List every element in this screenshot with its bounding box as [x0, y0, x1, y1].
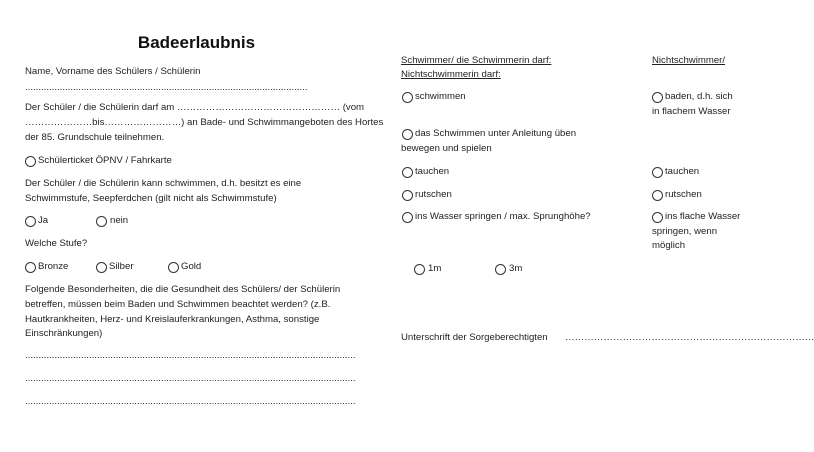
- swim-ability-line-1: Der Schüler / die Schülerin kann schwimmen, d.h. besitzt es eine: [25, 178, 302, 189]
- silber-label: Silber: [109, 261, 134, 272]
- height-3m-label: 3m: [509, 263, 523, 274]
- permit-text-line-1: Der Schüler / die Schülerin darf am …………………………………………… (vom: [25, 102, 365, 113]
- page-title: Badeerlaubnis: [137, 33, 256, 52]
- baden-label-line-2: in flachem Wasser: [652, 106, 731, 117]
- tauchen-nonswimmer-label: tauchen: [665, 166, 700, 177]
- ticket-label: Schülerticket ÖPNV / Fahrkarte: [38, 155, 172, 166]
- health-answer-line-1[interactable]: ............................................................................................................................: [25, 350, 356, 361]
- name-field-line[interactable]: ..........................................................................................................: [25, 82, 308, 93]
- health-text-line-2: betreffen, müssen beim Baden und Schwimmen beachtet werden? (z.B.: [25, 299, 331, 310]
- anleitung-label-line-2: bewegen und spielen: [401, 143, 492, 154]
- schwimmen-radio[interactable]: [402, 92, 413, 103]
- swimmer-header-line-2: Nichtschwimmerin darf:: [401, 69, 501, 80]
- signature-line[interactable]: ……………………………………………………………………: [565, 332, 814, 343]
- anleitung-label-line-1: das Schwimmen unter Anleitung üben: [415, 128, 577, 139]
- height-1m-radio[interactable]: [414, 264, 425, 275]
- permit-text-line-2: …………………bis……………………) an Bade- und Schwimmangeboten des Hortes: [25, 117, 384, 128]
- name-label: Name, Vorname des Schülers / Schülerin: [25, 66, 201, 77]
- swimmer-header-line-1: Schwimmer/ die Schwimmerin darf:: [401, 55, 552, 66]
- health-text-line-4: Einschränkungen): [25, 328, 103, 339]
- no-label: nein: [110, 215, 129, 226]
- nonswimmer-header: Nichtschwimmer/: [652, 55, 726, 66]
- silber-radio[interactable]: [96, 262, 107, 273]
- signature-label: Unterschrift der Sorgeberechtigten: [401, 332, 548, 343]
- health-text-line-1: Folgende Besonderheiten, die die Gesundheit des Schülers/ der Schülerin: [25, 284, 341, 295]
- flache-springen-label-line-1: ins flache Wasser: [665, 211, 741, 222]
- springen-label: ins Wasser springen / max. Sprunghöhe?: [415, 211, 591, 222]
- yes-radio[interactable]: [25, 216, 36, 227]
- permit-text-line-3: der 85. Grundschule teilnehmen.: [25, 132, 165, 143]
- level-question: Welche Stufe?: [25, 238, 88, 249]
- springen-radio[interactable]: [402, 212, 413, 223]
- health-answer-line-3[interactable]: ............................................................................................................................: [25, 396, 356, 407]
- bronze-radio[interactable]: [25, 262, 36, 273]
- anleitung-radio[interactable]: [402, 129, 413, 140]
- tauchen-radio[interactable]: [402, 167, 413, 178]
- flache-springen-label-line-2: springen, wenn: [652, 226, 718, 237]
- flache-springen-radio[interactable]: [652, 212, 663, 223]
- rutschen-nonswimmer-label: rutschen: [665, 189, 702, 200]
- swim-ability-line-2: Schwimmstufe, Seepferdchen (gilt nicht als Schwimmstufe): [25, 193, 277, 204]
- gold-radio[interactable]: [168, 262, 179, 273]
- yes-label: Ja: [38, 215, 49, 226]
- baden-label-line-1: baden, d.h. sich: [665, 91, 733, 102]
- flache-springen-label-line-3: möglich: [652, 240, 686, 251]
- rutschen-radio[interactable]: [402, 190, 413, 201]
- ticket-radio[interactable]: [25, 156, 36, 167]
- health-answer-line-2[interactable]: ............................................................................................................................: [25, 373, 356, 384]
- bronze-label: Bronze: [38, 261, 69, 272]
- gold-label: Gold: [181, 261, 202, 272]
- schwimmen-label: schwimmen: [415, 91, 466, 102]
- height-1m-label: 1m: [428, 263, 442, 274]
- rutschen-nonswimmer-radio[interactable]: [652, 190, 663, 201]
- tauchen-nonswimmer-radio[interactable]: [652, 167, 663, 178]
- baden-radio[interactable]: [652, 92, 663, 103]
- no-radio[interactable]: [96, 216, 107, 227]
- tauchen-label: tauchen: [415, 166, 450, 177]
- rutschen-label: rutschen: [415, 189, 452, 200]
- health-text-line-3: Hautkrankheiten, Herz- und Kreislauferkrankungen, Asthma, sonstige: [25, 314, 320, 325]
- height-3m-radio[interactable]: [495, 264, 506, 275]
